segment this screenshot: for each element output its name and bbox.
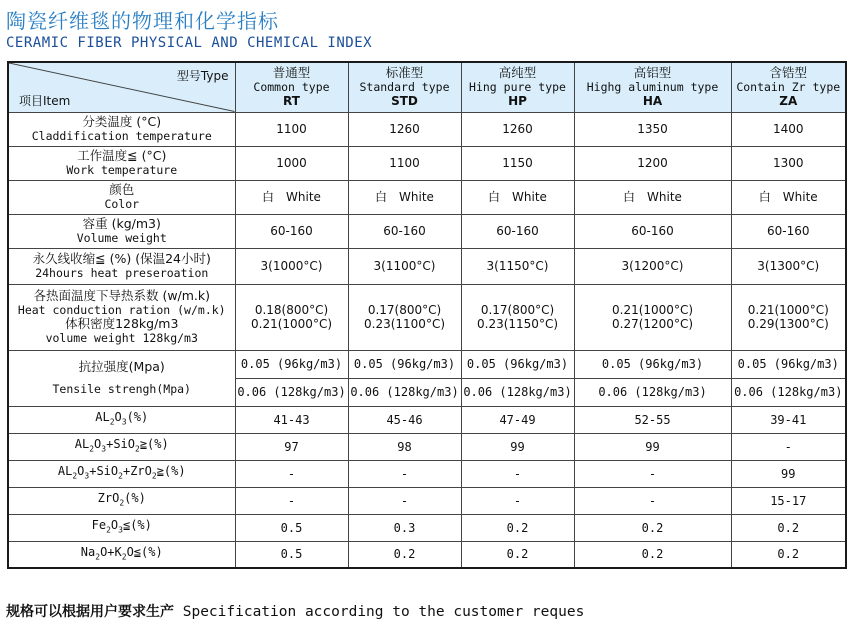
table-cell: 3(1000°C) <box>235 248 348 284</box>
row-label-en: Tensile strengh(Mpa) <box>52 382 191 396</box>
row-label-cn: 容重 (kg/m3) <box>82 216 161 231</box>
table-row <box>8 433 846 460</box>
table-cell: 1150 <box>461 146 574 180</box>
row-label-cn: 分类温度 (°C) <box>82 114 162 129</box>
cell-line: 0.23(1100°C) <box>364 317 445 331</box>
table-cell: 1200 <box>574 146 731 180</box>
table-cell: - <box>235 487 348 514</box>
header-col-ha <box>574 62 731 112</box>
cell-line: 0.17(800°C) <box>480 303 555 317</box>
header-col-cn: 高铝型 <box>633 65 672 81</box>
row-label-en: Claddification temperature <box>31 129 212 143</box>
table-row <box>8 406 846 433</box>
tensile-96: 0.05 (96kg/m3) <box>466 356 569 371</box>
table-cell: 白 White <box>461 180 574 214</box>
table-cell: 15-17 <box>731 487 846 514</box>
table-cell: 白 White <box>235 180 348 214</box>
table-cell: 1000 <box>235 146 348 180</box>
table-cell: 60-160 <box>574 214 731 248</box>
cell-line: 0.21(1000°C) <box>747 303 829 317</box>
table-cell: 1260 <box>348 112 461 146</box>
row-label-cn: 永久线收缩≦ (%) (保温24小时) <box>32 251 211 266</box>
table-row <box>8 514 846 541</box>
row-label-cn: 颜色 <box>109 182 135 197</box>
table-cell: 0.3 <box>348 514 461 541</box>
table-cell: 白 White <box>731 180 846 214</box>
cell-line: 0.18(800°C) <box>254 303 329 317</box>
header-col-en: Highg aluminum type <box>586 80 719 95</box>
table-cell: 1400 <box>731 112 846 146</box>
table-cell: 1300 <box>731 146 846 180</box>
footer-en: Specification according to the customer reques <box>174 604 585 620</box>
row-label-line: volume weight 128kg/m3 <box>45 331 198 345</box>
item-label: 项目Item <box>19 93 71 108</box>
row-label-cn: 抗拉强度(Mpa) <box>78 359 165 374</box>
header-col-en: Hing pure type <box>469 80 566 95</box>
row-label-en: Work temperature <box>66 163 178 177</box>
table-cell <box>731 350 846 406</box>
table-cell: 99 <box>731 460 846 487</box>
table-cell: 99 <box>574 433 731 460</box>
header-col-cn: 高纯型 <box>498 65 537 81</box>
tensile-128: 0.06 (128kg/m3) <box>349 378 461 406</box>
header-col-cn: 普通型 <box>272 65 311 81</box>
header-col-za <box>731 62 846 112</box>
tensile-128: 0.06 (128kg/m3) <box>236 378 348 406</box>
row-label: $AL_2O_3(\%)$ <box>8 406 235 433</box>
table-cell: 45-46 <box>348 406 461 433</box>
header-col-std <box>348 62 461 112</box>
cell-line: 0.21(1000°C) <box>251 317 332 331</box>
tensile-96: 0.05 (96kg/m3) <box>353 356 456 371</box>
row-label-en: Color <box>104 197 140 211</box>
table-cell: 白 White <box>574 180 731 214</box>
table-cell: 0.2 <box>731 541 846 568</box>
cell-line: 0.23(1150°C) <box>477 317 558 331</box>
header-col-code: HP <box>508 94 527 109</box>
table-cell: 60-160 <box>348 214 461 248</box>
row-label: ZrO$_2$(%) <box>8 487 235 514</box>
table-cell: - <box>235 460 348 487</box>
table-cell: - <box>574 460 731 487</box>
table-cell <box>348 284 461 350</box>
table-cell: 0.2 <box>461 541 574 568</box>
header-col-en: Contain Zr type <box>736 80 841 95</box>
header-col-en: Standard type <box>359 80 450 95</box>
table-row <box>8 146 846 180</box>
table-cell: 99 <box>461 433 574 460</box>
row-label: $AL_2O_3+SiO_2+ZrO_2≧(\%)$ <box>8 460 235 487</box>
row-label <box>8 214 235 248</box>
table-cell: 1350 <box>574 112 731 146</box>
table-row <box>8 350 846 406</box>
cell-line: 0.29(1300°C) <box>747 317 829 331</box>
footer-note <box>6 601 584 621</box>
tensile-128: 0.06 (128kg/m3) <box>575 378 731 406</box>
page-title: 陶瓷纤维毯的物理和化学指标 <box>6 9 279 33</box>
table-cell: 3(1100°C) <box>348 248 461 284</box>
header-col-code: HA <box>642 94 663 109</box>
table-cell: - <box>348 460 461 487</box>
cell-line: 0.21(1000°C) <box>612 303 693 317</box>
table-row <box>8 180 846 214</box>
row-label: $Fe_2O_3≦(\%)$ <box>8 514 235 541</box>
header-col-cn: 标准型 <box>385 65 424 81</box>
row-label-en: Volume weight <box>76 231 167 245</box>
tensile-128: 0.06 (128kg/m3) <box>462 378 574 406</box>
row-label: $AL_2O_3+SiO_2≧(\%)$ <box>8 433 235 460</box>
row-label-cn: 工作温度≦ (°C) <box>77 148 167 163</box>
table-cell <box>235 350 348 406</box>
table-cell <box>461 284 574 350</box>
table-cell: 0.5 <box>235 541 348 568</box>
row-label: $Na_2O+K_2O≦(\%)$ <box>8 541 235 568</box>
cell-line: 0.27(1200°C) <box>612 317 693 331</box>
header-diagonal-cell <box>8 62 235 112</box>
header-col-cn: 含锆型 <box>769 65 807 81</box>
page-subtitle: CERAMIC FIBER PHYSICAL AND CHEMICAL INDEX <box>6 35 373 51</box>
row-label-en: 24hours heat preseroation <box>35 266 209 280</box>
header-col-rt <box>235 62 348 112</box>
row-label <box>8 350 235 406</box>
table-cell: 60-160 <box>731 214 846 248</box>
header-col-code: STD <box>391 94 418 109</box>
table-cell: 1260 <box>461 112 574 146</box>
row-label-line: 各热面温度下导热系数 (w/m.k) <box>33 288 211 303</box>
table-cell: 0.2 <box>574 514 731 541</box>
table-cell: 60-160 <box>461 214 574 248</box>
row-label-line: Heat conduction ration (w/m.k) <box>17 303 226 317</box>
footer-cn: 规格可以根据用户要求生产 <box>6 604 174 620</box>
spec-table <box>7 61 847 569</box>
table-row <box>8 214 846 248</box>
table-cell: - <box>461 487 574 514</box>
table-row <box>8 541 846 568</box>
row-label-line: 体积密度128kg/m3 <box>65 316 179 331</box>
row-label <box>8 284 235 350</box>
tensile-128: 0.06 (128kg/m3) <box>732 378 846 406</box>
table-cell: - <box>731 433 846 460</box>
table-cell: 52-55 <box>574 406 731 433</box>
table-cell: 0.2 <box>731 514 846 541</box>
table-cell: 47-49 <box>461 406 574 433</box>
table-cell: 0.2 <box>461 514 574 541</box>
table-cell: 41-43 <box>235 406 348 433</box>
table-cell: 98 <box>348 433 461 460</box>
spacer <box>11 374 233 382</box>
table-cell: 0.5 <box>235 514 348 541</box>
table-cell: 3(1200°C) <box>574 248 731 284</box>
table-cell <box>731 284 846 350</box>
table-cell: 0.2 <box>348 541 461 568</box>
header-col-hp <box>461 62 574 112</box>
table-row <box>8 460 846 487</box>
header-col-en: Common type <box>253 80 330 95</box>
table-cell: 0.2 <box>574 541 731 568</box>
table-cell <box>235 284 348 350</box>
cell-line: 0.17(800°C) <box>367 303 442 317</box>
table-cell: 3(1150°C) <box>461 248 574 284</box>
table-cell: - <box>461 460 574 487</box>
table-cell: 39-41 <box>731 406 846 433</box>
table-cell: 1100 <box>235 112 348 146</box>
table-cell <box>348 350 461 406</box>
tensile-96: 0.05 (96kg/m3) <box>601 356 704 371</box>
row-label <box>8 112 235 146</box>
row-label <box>8 180 235 214</box>
table-cell: 1100 <box>348 146 461 180</box>
table-cell <box>461 350 574 406</box>
table-cell: 60-160 <box>235 214 348 248</box>
table-cell: - <box>574 487 731 514</box>
type-label: 型号Type <box>176 69 229 83</box>
table-cell <box>574 350 731 406</box>
table-row <box>8 487 846 514</box>
table-row <box>8 248 846 284</box>
tensile-96: 0.05 (96kg/m3) <box>737 356 839 371</box>
table-row <box>8 284 846 350</box>
tensile-96: 0.05 (96kg/m3) <box>240 356 343 371</box>
table-cell: - <box>348 487 461 514</box>
table-cell: 97 <box>235 433 348 460</box>
header-col-code: ZA <box>779 94 798 109</box>
table-cell: 3(1300°C) <box>731 248 846 284</box>
table-cell: 白 White <box>348 180 461 214</box>
header-row <box>8 62 846 112</box>
header-col-code: RT <box>283 94 300 109</box>
row-label <box>8 248 235 284</box>
row-label <box>8 146 235 180</box>
table-cell <box>574 284 731 350</box>
table-row <box>8 112 846 146</box>
